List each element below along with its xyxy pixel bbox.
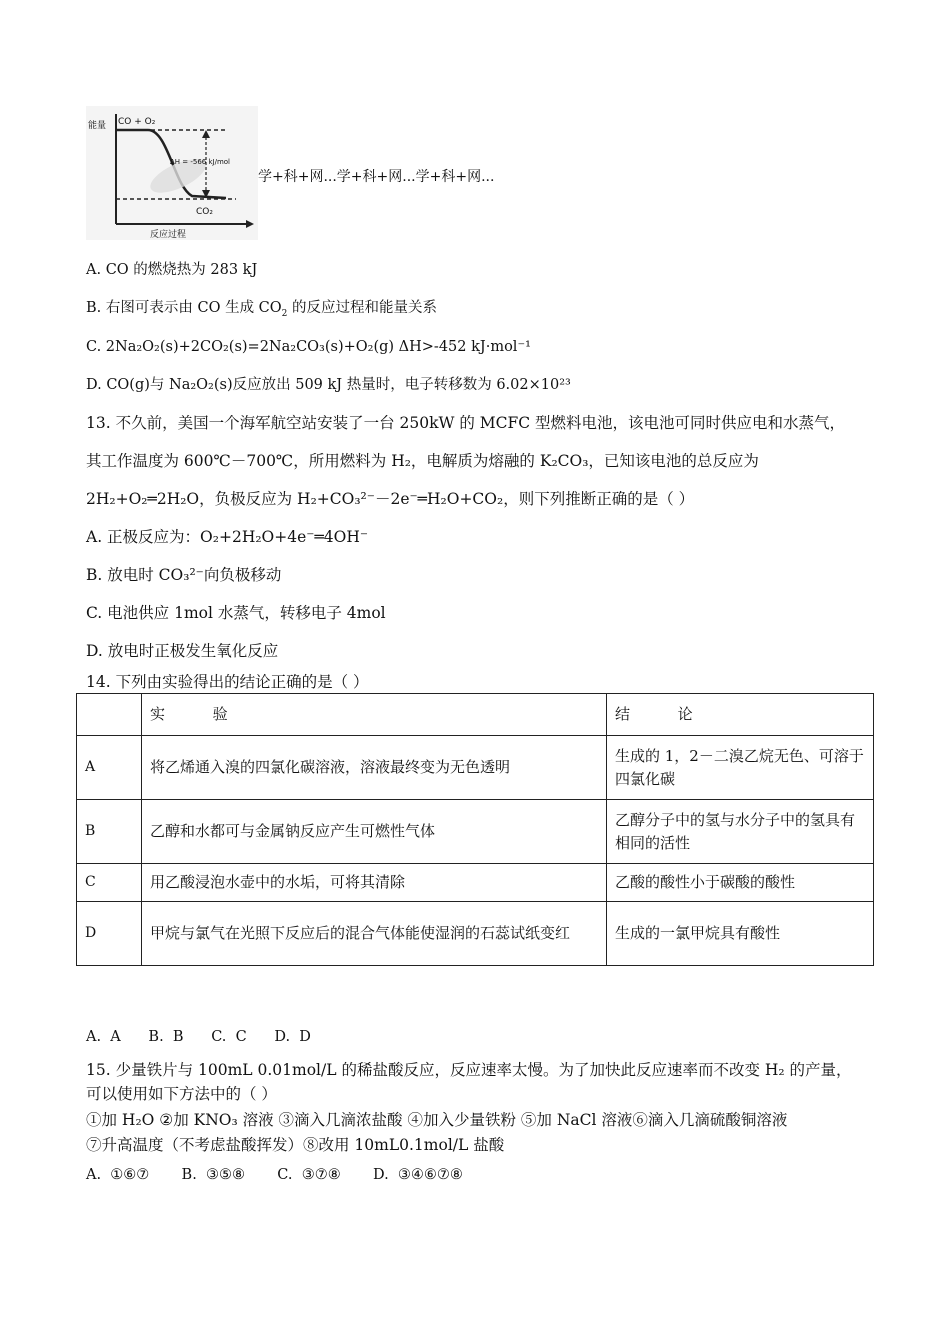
q15-options: A. ①⑥⑦ B. ③⑤⑧ C. ③⑦⑧ D. ③④⑥⑦⑧ xyxy=(86,1167,463,1183)
row-label: C xyxy=(77,864,142,902)
table-row xyxy=(77,800,874,864)
table-row xyxy=(77,864,874,902)
row-experiment: 甲烷与氯气在光照下反应后的混合气体能使湿润的石蕊试纸变红 xyxy=(142,902,607,966)
table-row xyxy=(77,736,874,800)
q13-stem-line2: 其工作温度为 600℃－700℃，所用燃料为 H₂，电解质为熔融的 K₂CO₃，已知该电池的总反应为 xyxy=(86,452,759,470)
table-header-row xyxy=(77,694,874,736)
q13-stem-line3: 2H₂+O₂═2H₂O，负极反应为 H₂+CO₃²⁻－2e⁻═H₂O+CO₂，则下列推断正确的是（ ） xyxy=(86,490,695,508)
q15-stem-line2: 可以使用如下方法中的（ ） xyxy=(86,1085,277,1103)
row-experiment: 乙醇和水都可与金属钠反应产生可燃性气体 xyxy=(142,800,607,864)
q13-stem-line1: 13. 不久前，美国一个海军航空站安装了一台 250kW 的 MCFC 型燃料电池，该电池可同时供应电和水蒸气， xyxy=(86,414,846,432)
q15-methods-line2: ⑦升高温度（不考虑盐酸挥发）⑧改用 10mL0.1mol/L 盐酸 xyxy=(86,1136,505,1154)
q13-option-a: A. 正极反应为：O₂+2H₂O+4e⁻═4OH⁻ xyxy=(86,528,369,546)
q13-option-d: D. 放电时正极发生氧化反应 xyxy=(86,642,279,660)
bottom-level-label: CO₂ xyxy=(196,207,213,217)
q12-option-c: C. 2Na₂O₂(s)+2CO₂(s)=2Na₂CO₃(s)+O₂(g) ΔH>-452 kJ·mol⁻¹ xyxy=(86,339,531,355)
row-conclusion: 生成的 1，2－二溴乙烷无色、可溶于四氯化碳 xyxy=(607,736,874,800)
q12-option-d: D. CO(g)与 Na₂O₂(s)反应放出 509 kJ 热量时，电子转移数为 6.02×10²³ xyxy=(86,377,571,393)
header-cell xyxy=(77,694,142,736)
top-level-label: CO + O₂ xyxy=(118,117,156,127)
x-axis-label: 反应过程 xyxy=(150,230,187,240)
header-cell-experiment: 实 验 xyxy=(142,694,607,736)
row-conclusion: 生成的一氯甲烷具有酸性 xyxy=(607,902,874,966)
energy-diagram xyxy=(86,106,258,240)
row-label: A xyxy=(77,736,142,800)
header-cell-conclusion: 结 论 xyxy=(607,694,874,736)
q13-option-b: B. 放电时 CO₃²⁻向负极移动 xyxy=(86,566,282,584)
q14-options: A. A B. B C. C D. D xyxy=(86,1029,311,1045)
row-conclusion: 乙醇分子中的氢与水分子中的氢具有相同的活性 xyxy=(607,800,874,864)
q13-option-c: C. 电池供应 1mol 水蒸气，转移电子 4mol xyxy=(86,604,386,622)
row-conclusion: 乙酸的酸性小于碳酸的酸性 xyxy=(607,864,874,902)
row-experiment: 用乙酸浸泡水壶中的水垢，可将其清除 xyxy=(142,864,607,902)
row-label: B xyxy=(77,800,142,864)
q12-option-b: B. 右图可表示由 CO 生成 $CO_2$ 的反应过程和能量关系 xyxy=(86,300,438,319)
watermark-text: 学+科+网...学+科+网...学+科+网... xyxy=(258,169,495,185)
row-label: D xyxy=(77,902,142,966)
row-experiment: 将乙烯通入溴的四氯化碳溶液，溶液最终变为无色透明 xyxy=(142,736,607,800)
delta-h-label: ΔH = -566 kJ/mol xyxy=(170,158,231,166)
experiment-table xyxy=(76,693,874,966)
q14-stem: 14. 下列由实验得出的结论正确的是（ ） xyxy=(86,673,369,691)
y-axis-label: 能量 xyxy=(88,121,107,131)
q15-methods-line1: ①加 H₂O ②加 KNO₃ 溶液 ③滴入几滴浓盐酸 ④加入少量铁粉 ⑤加 NaCl 溶液⑥滴入几滴硫酸铜溶液 xyxy=(86,1111,788,1129)
table-row xyxy=(77,902,874,966)
q12-option-a: A. CO 的燃烧热为 283 kJ xyxy=(86,262,258,278)
q15-stem-line1: 15. 少量铁片与 100mL 0.01mol/L 的稀盐酸反应，反应速率太慢。为了加快此反应速率而不改变 H₂ 的产量， xyxy=(86,1061,852,1079)
